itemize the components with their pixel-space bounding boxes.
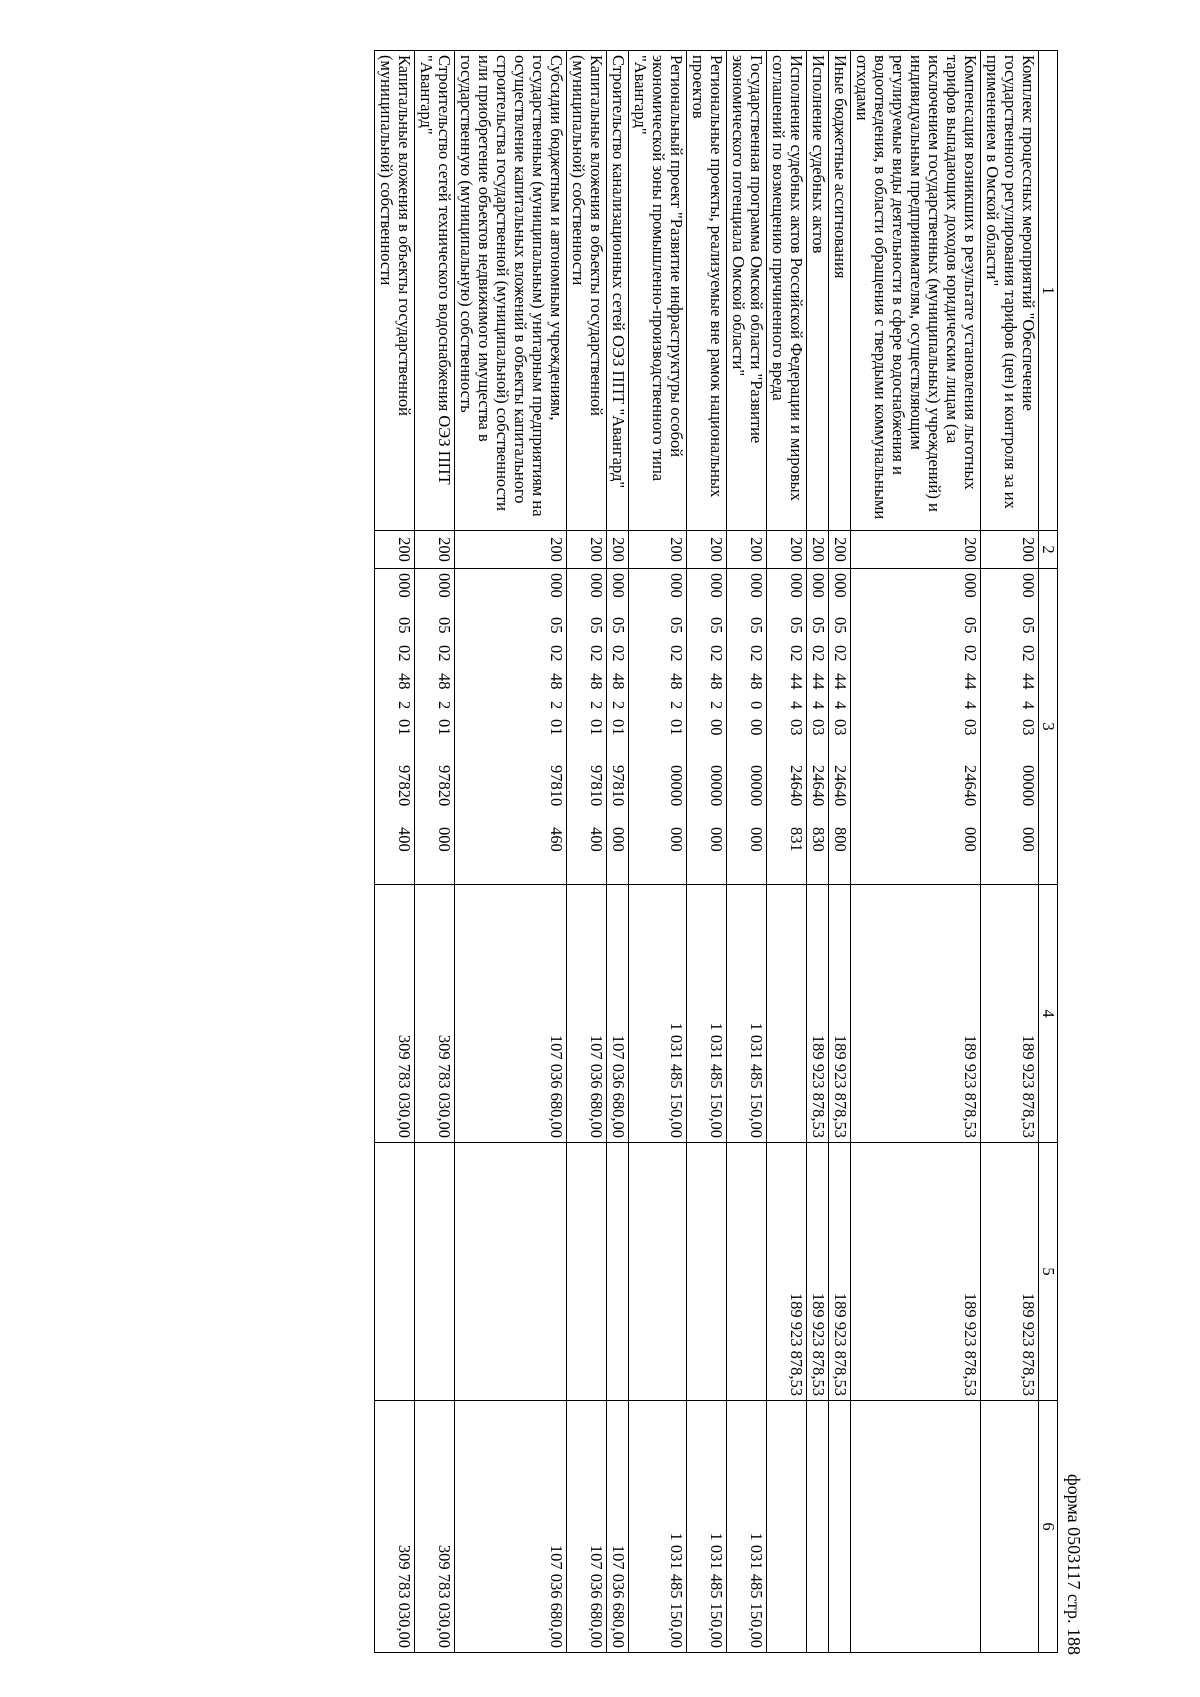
row-amount-c5 — [687, 1143, 727, 1401]
table-row — [727, 51, 767, 1653]
code-part: 02 — [547, 645, 566, 662]
col-header-1: 1 — [1039, 51, 1058, 531]
code-part: 05 — [547, 617, 566, 634]
row-amount-c6: 1 031 485 150,00 — [629, 1401, 687, 1653]
row-amount-c6 — [981, 1401, 1039, 1653]
code-part: 01 — [587, 719, 606, 736]
code-part: 400 — [395, 827, 414, 852]
code-part: 44 — [809, 673, 828, 690]
code-part: 000 — [707, 827, 726, 852]
row-budget-code — [767, 569, 807, 885]
row-amount-c5 — [567, 1143, 607, 1401]
code-part: 24640 — [961, 765, 980, 807]
row-amount-c5: 189 923 878,53 — [851, 1143, 981, 1401]
code-part: 000 — [395, 573, 414, 598]
code-part: 05 — [667, 617, 686, 634]
code-part: 800 — [831, 827, 850, 852]
code-part: 01 — [435, 719, 454, 736]
code-part: 000 — [667, 573, 686, 598]
code-part: 44 — [1019, 673, 1038, 690]
row-line-code: 200 — [415, 531, 455, 569]
code-part: 02 — [395, 645, 414, 662]
code-part: 97810 — [587, 765, 606, 807]
code-part: 24640 — [831, 765, 850, 807]
code-part: 05 — [809, 617, 828, 634]
row-budget-code — [851, 569, 981, 885]
row-name: Региональные проекты, реализуемые вне рамок национальных проектов — [687, 51, 727, 531]
form-title: форма 0503117 стр. 188 — [1064, 1473, 1084, 1655]
code-part: 05 — [587, 617, 606, 634]
code-part: 05 — [609, 617, 628, 634]
row-amount-c4: 107 036 680,00 — [567, 885, 607, 1143]
row-amount-c4: 1 031 485 150,00 — [629, 885, 687, 1143]
row-name: Иные бюджетные ассигнования — [829, 51, 851, 531]
row-amount-c4: 309 783 030,00 — [375, 885, 415, 1143]
code-part: 48 — [395, 673, 414, 690]
row-name: Субсидии бюджетным и автономным учреждениям, государственным (муниципальным) унитарным предприятиям на осуществление капитальных вложений в объекты капитального строительства государственной (муниципальной) собственности или приобретение объектов недвижимого имущества в государственную (муниципальную) собственность — [455, 51, 567, 531]
code-part: 05 — [1019, 617, 1038, 634]
row-line-code: 200 — [629, 531, 687, 569]
row-amount-c4: 107 036 680,00 — [607, 885, 629, 1143]
col-header-4: 4 — [1039, 885, 1058, 1143]
code-part: 02 — [831, 645, 850, 662]
code-part: 000 — [609, 827, 628, 852]
row-name: Строительство сетей технического водоснабжения ОЭЗ ППТ "Авангард" — [415, 51, 455, 531]
code-part: 02 — [667, 645, 686, 662]
table-row — [375, 51, 415, 1653]
code-part: 97810 — [547, 765, 566, 807]
code-part: 01 — [609, 719, 628, 736]
code-part: 03 — [809, 719, 828, 736]
row-budget-code — [807, 569, 829, 885]
row-name: Исполнение судебных актов — [807, 51, 829, 531]
row-name: Строительство канализационных сетей ОЭЗ ППТ "Авангард" — [607, 51, 629, 531]
code-part: 000 — [787, 573, 806, 598]
table-row — [567, 51, 607, 1653]
row-budget-code — [415, 569, 455, 885]
code-part: 400 — [587, 827, 606, 852]
code-part: 000 — [809, 573, 828, 598]
code-part: 05 — [787, 617, 806, 634]
row-amount-c4: 189 923 878,53 — [851, 885, 981, 1143]
code-part: 2 — [547, 701, 566, 710]
row-name: Капитальные вложения в объекты государственной (муниципальной) собственности — [375, 51, 415, 531]
code-part: 4 — [787, 701, 806, 710]
row-amount-c5 — [375, 1143, 415, 1401]
row-line-code: 200 — [607, 531, 629, 569]
row-amount-c6 — [807, 1401, 829, 1653]
code-part: 02 — [809, 645, 828, 662]
code-part: 000 — [1019, 573, 1038, 598]
row-budget-code — [629, 569, 687, 885]
code-part: 44 — [831, 673, 850, 690]
row-amount-c5: 189 923 878,53 — [981, 1143, 1039, 1401]
row-budget-code — [607, 569, 629, 885]
row-line-code: 200 — [727, 531, 767, 569]
row-name: Региональный проект "Развитие инфраструктуры особой экономической зоны промышленно-производственного типа "Авангард" — [629, 51, 687, 531]
code-part: 000 — [435, 827, 454, 852]
code-part: 2 — [707, 701, 726, 710]
row-amount-c5: 189 923 878,53 — [829, 1143, 851, 1401]
code-part: 00 — [707, 719, 726, 736]
code-part: 000 — [435, 573, 454, 598]
code-part: 00000 — [667, 765, 686, 807]
row-amount-c4 — [767, 885, 807, 1143]
code-part: 05 — [707, 617, 726, 634]
table-row — [981, 51, 1039, 1653]
table-row — [415, 51, 455, 1653]
row-line-code: 200 — [851, 531, 981, 569]
row-amount-c4: 1 031 485 150,00 — [687, 885, 727, 1143]
row-amount-c5: 189 923 878,53 — [807, 1143, 829, 1401]
row-amount-c4: 189 923 878,53 — [981, 885, 1039, 1143]
code-part: 000 — [609, 573, 628, 598]
code-part: 000 — [831, 573, 850, 598]
row-amount-c6: 107 036 680,00 — [455, 1401, 567, 1653]
row-amount-c6: 107 036 680,00 — [567, 1401, 607, 1653]
row-line-code: 200 — [567, 531, 607, 569]
code-part: 02 — [707, 645, 726, 662]
table-row — [455, 51, 567, 1653]
row-amount-c4: 189 923 878,53 — [807, 885, 829, 1143]
row-amount-c6 — [767, 1401, 807, 1653]
table-row — [829, 51, 851, 1653]
code-part: 44 — [961, 673, 980, 690]
code-part: 02 — [961, 645, 980, 662]
table-row — [807, 51, 829, 1653]
row-amount-c5 — [629, 1143, 687, 1401]
row-line-code: 200 — [981, 531, 1039, 569]
code-part: 48 — [747, 673, 766, 690]
code-part: 4 — [961, 701, 980, 710]
row-line-code: 200 — [829, 531, 851, 569]
row-amount-c6 — [829, 1401, 851, 1653]
code-part: 24640 — [787, 765, 806, 807]
col-header-6: 6 — [1039, 1401, 1058, 1653]
row-name: Исполнение судебных актов Российской Федерации и мировых соглашений по возмещению причиненного вреда — [767, 51, 807, 531]
row-budget-code — [375, 569, 415, 885]
code-part: 03 — [1019, 719, 1038, 736]
row-name: Государственная программа Омской области "Развитие экономического потенциала Омской области" — [727, 51, 767, 531]
table-row — [687, 51, 727, 1653]
code-part: 48 — [609, 673, 628, 690]
row-amount-c4: 309 783 030,00 — [415, 885, 455, 1143]
code-part: 05 — [831, 617, 850, 634]
row-line-code: 200 — [767, 531, 807, 569]
code-part: 03 — [831, 719, 850, 736]
row-budget-code — [687, 569, 727, 885]
code-part: 4 — [831, 701, 850, 710]
code-part: 01 — [667, 719, 686, 736]
row-amount-c6 — [851, 1401, 981, 1653]
code-part: 05 — [961, 617, 980, 634]
table-row — [767, 51, 807, 1653]
report-page — [64, 50, 1084, 1655]
code-part: 02 — [787, 645, 806, 662]
row-line-code: 200 — [687, 531, 727, 569]
budget-table — [374, 50, 1058, 1653]
code-part: 48 — [547, 673, 566, 690]
code-part: 48 — [435, 673, 454, 690]
header-row — [1039, 51, 1058, 1653]
row-name: Капитальные вложения в объекты государственной (муниципальной) собственности — [567, 51, 607, 531]
code-part: 2 — [667, 701, 686, 710]
row-amount-c6: 1 031 485 150,00 — [687, 1401, 727, 1653]
row-amount-c6: 107 036 680,00 — [607, 1401, 629, 1653]
code-part: 000 — [547, 573, 566, 598]
code-part: 000 — [1019, 827, 1038, 852]
table-row — [629, 51, 687, 1653]
code-part: 000 — [667, 827, 686, 852]
code-part: 02 — [609, 645, 628, 662]
row-amount-c4: 189 923 878,53 — [829, 885, 851, 1143]
code-part: 2 — [587, 701, 606, 710]
code-part: 000 — [587, 573, 606, 598]
code-part: 02 — [747, 645, 766, 662]
row-budget-code — [567, 569, 607, 885]
row-amount-c5 — [415, 1143, 455, 1401]
code-part: 03 — [787, 719, 806, 736]
code-part: 460 — [547, 827, 566, 852]
code-part: 02 — [1019, 645, 1038, 662]
row-budget-code — [981, 569, 1039, 885]
row-budget-code — [455, 569, 567, 885]
code-part: 830 — [809, 827, 828, 852]
code-part: 02 — [587, 645, 606, 662]
code-part: 000 — [961, 827, 980, 852]
code-part: 05 — [395, 617, 414, 634]
row-amount-c5 — [727, 1143, 767, 1401]
code-part: 01 — [547, 719, 566, 736]
row-line-code: 200 — [807, 531, 829, 569]
code-part: 2 — [609, 701, 628, 710]
code-part: 05 — [747, 617, 766, 634]
code-part: 48 — [707, 673, 726, 690]
col-header-5: 5 — [1039, 1143, 1058, 1401]
col-header-2: 2 — [1039, 531, 1058, 569]
row-amount-c5 — [455, 1143, 567, 1401]
code-part: 02 — [435, 645, 454, 662]
code-part: 24640 — [809, 765, 828, 807]
row-amount-c6: 309 783 030,00 — [375, 1401, 415, 1653]
code-part: 2 — [435, 701, 454, 710]
row-amount-c4: 1 031 485 150,00 — [727, 885, 767, 1143]
code-part: 03 — [961, 719, 980, 736]
code-part: 48 — [667, 673, 686, 690]
row-line-code: 200 — [375, 531, 415, 569]
row-name: Комплекс процессных мероприятий "Обеспечение государственного регулирования тарифов (цен) и контроля за их применением в Омской области" — [981, 51, 1039, 531]
code-part: 05 — [435, 617, 454, 634]
code-part: 000 — [747, 827, 766, 852]
code-part: 000 — [961, 573, 980, 598]
table-row — [607, 51, 629, 1653]
code-part: 01 — [395, 719, 414, 736]
code-part: 44 — [787, 673, 806, 690]
code-part: 831 — [787, 827, 806, 852]
row-name: Компенсация возникших в результате установления льготных тарифов выпадающих доходов юридическим лицам (за исключением государственных (муниципальных) учреждений) и индивидуальным предпринимателям, осуществляющим регулируемые виды деятельности в сфере водоснабжения и водоотведения, в области обращения с твердыми коммунальными отходами — [851, 51, 981, 531]
row-amount-c5: 189 923 878,53 — [767, 1143, 807, 1401]
code-part: 4 — [809, 701, 828, 710]
code-part: 00000 — [707, 765, 726, 807]
code-part: 000 — [707, 573, 726, 598]
row-amount-c6: 309 783 030,00 — [415, 1401, 455, 1653]
code-part: 97810 — [609, 765, 628, 807]
code-part: 97820 — [435, 765, 454, 807]
row-line-code: 200 — [455, 531, 567, 569]
row-amount-c6: 1 031 485 150,00 — [727, 1401, 767, 1653]
code-part: 00000 — [747, 765, 766, 807]
row-budget-code — [727, 569, 767, 885]
code-part: 97820 — [395, 765, 414, 807]
col-header-3: 3 — [1039, 569, 1058, 885]
code-part: 48 — [587, 673, 606, 690]
table-row — [851, 51, 981, 1653]
code-part: 000 — [747, 573, 766, 598]
code-part: 0 — [747, 701, 766, 710]
code-part: 2 — [395, 701, 414, 710]
code-part: 4 — [1019, 701, 1038, 710]
row-amount-c4: 107 036 680,00 — [455, 885, 567, 1143]
row-budget-code — [829, 569, 851, 885]
code-part: 00000 — [1019, 765, 1038, 807]
code-part: 00 — [747, 719, 766, 736]
row-amount-c5 — [607, 1143, 629, 1401]
